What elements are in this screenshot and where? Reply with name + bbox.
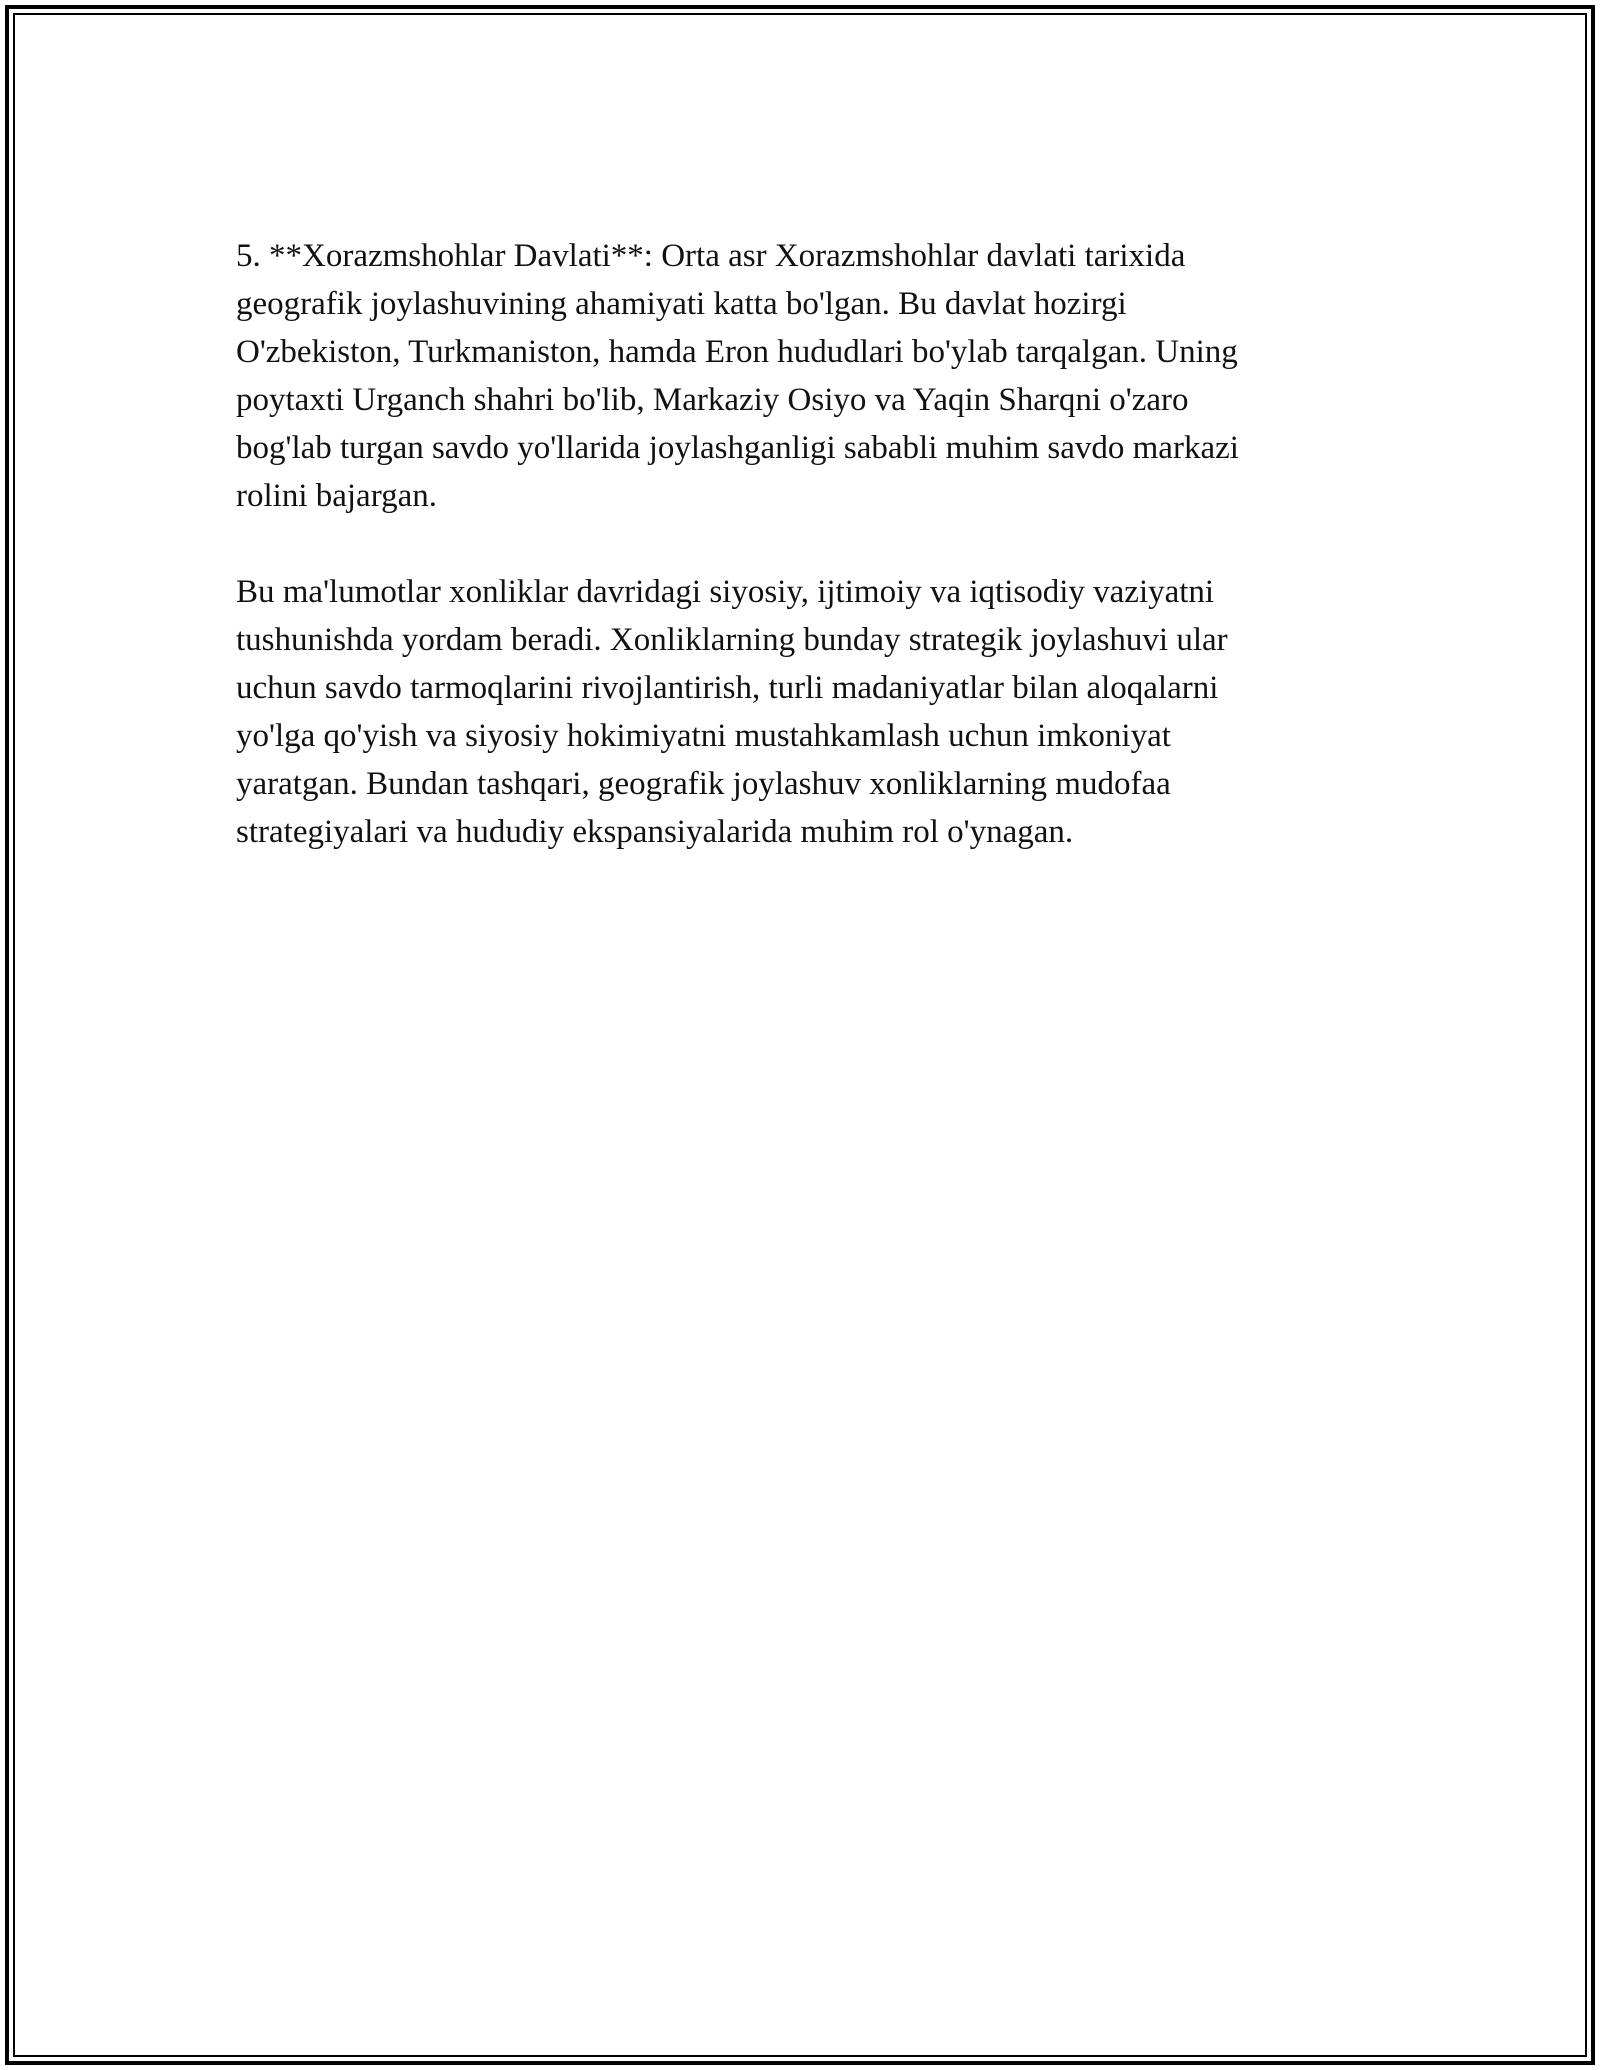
text-line: geografik joylashuvining ahamiyati katta bo'lgan. Bu davlat hozirgi bbox=[236, 286, 1127, 322]
text-line: poytaxti Urganch shahri bo'lib, Markaziy Osiyo va Yaqin Sharqni o'zaro bbox=[236, 382, 1189, 418]
text-line: Bu ma'lumotlar xonliklar davridagi siyosiy, ijtimoiy va iqtisodiy vaziyatni bbox=[236, 574, 1215, 610]
text-line: rolini bajargan. bbox=[236, 478, 437, 514]
paragraph-xorazmshohlar bbox=[236, 232, 1366, 520]
text-line: strategiyalari va hududiy ekspansiyalarida muhim rol o'ynagan. bbox=[236, 814, 1074, 850]
text-line: bog'lab turgan savdo yo'llarida joylashganligi sababli muhim savdo markazi bbox=[236, 430, 1239, 466]
paragraph-summary bbox=[236, 568, 1366, 856]
text-line: tushunishda yordam beradi. Xonliklarning bunday strategik joylashuvi ular bbox=[236, 622, 1228, 658]
document-body bbox=[236, 232, 1366, 856]
text-line: yo'lga qo'yish va siyosiy hokimiyatni mustahkamlash uchun imkoniyat bbox=[236, 718, 1171, 754]
text-line: 5. **Xorazmshohlar Davlati**: Orta asr Xorazmshohlar davlati tarixida bbox=[236, 238, 1186, 274]
text-line: yaratgan. Bundan tashqari, geografik joylashuv xonliklarning mudofaa bbox=[236, 766, 1171, 802]
text-line: uchun savdo tarmoqlarini rivojlantirish, turli madaniyatlar bilan aloqalarni bbox=[236, 670, 1219, 706]
text-line: O'zbekiston, Turkmaniston, hamda Eron hududlari bo'ylab tarqalgan. Uning bbox=[236, 334, 1238, 370]
